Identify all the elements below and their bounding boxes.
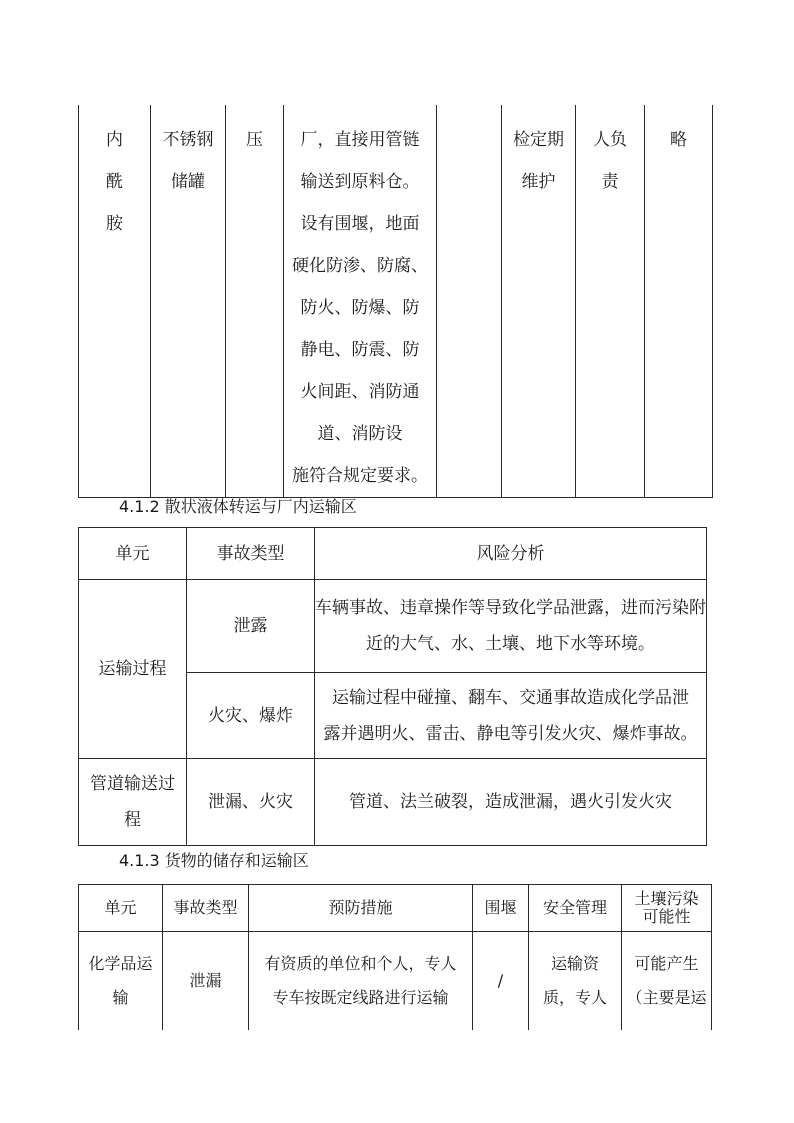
table-header-row — [79, 528, 707, 580]
risk-analysis-cell — [315, 759, 707, 846]
risk-analysis-text: 运输过程中碰撞、翻车、交通事故造成化学品泄 露并遇明火、雷击、静电等引发火灾、爆炸事故。 — [323, 687, 698, 744]
prevention-cell — [249, 932, 473, 1030]
storage-transport-table — [78, 884, 712, 1030]
table-row — [79, 580, 707, 673]
risk-analysis-cell — [315, 673, 707, 759]
risk-analysis-text: 管道、法兰破裂，造成泄漏，遇火引发火灾 — [349, 792, 672, 812]
accident-type-text: 泄露 — [233, 616, 268, 636]
header-cell: 安全管理 — [529, 885, 622, 932]
header-cell: 单元 — [79, 885, 163, 932]
section-heading: 4.1.3 货物的储存和运输区 — [119, 851, 309, 870]
accident-type-cell — [163, 932, 249, 1030]
table-cell — [576, 105, 645, 498]
risk-analysis-cell — [315, 580, 707, 673]
safety-text: 运输资 质，专人 — [542, 953, 607, 1007]
table-cell — [284, 105, 437, 498]
soil-cell — [622, 932, 712, 1030]
accident-type-text: 泄漏、火灾 — [208, 792, 293, 812]
responsibility-cell: 人负 责 — [593, 130, 627, 192]
unit-cell — [79, 932, 163, 1030]
accident-type-text: 泄漏 — [189, 970, 222, 990]
accident-type-cell — [187, 580, 315, 673]
safety-cell — [529, 932, 622, 1030]
table-row — [79, 105, 713, 498]
weir-cell — [473, 932, 529, 1030]
maintenance-cell: 检定期 维护 — [513, 130, 564, 192]
prevention-measures: 厂，直接用管链 输送到原料仓。 设有围堰，地面 硬化防渗、防腐、 防火、防爆、防 静电、防震、防 火间距、消防通 道、消防设 施符合规定要求。 — [292, 130, 428, 486]
unit-text: 管道输送过 程 — [90, 774, 175, 830]
table-cell — [79, 105, 151, 498]
risk-analysis-text: 车辆事故、违章操作等导致化学品泄露，进而污染附 近的大气、水、土壤、地下水等环境。 — [315, 598, 706, 654]
omitted-cell: 略 — [670, 130, 687, 150]
weir-text: / — [497, 970, 504, 990]
table-cell — [437, 105, 502, 498]
transport-risk-table — [78, 527, 707, 846]
header-text: 土壤污染 可能性 — [634, 889, 699, 926]
table-cell — [151, 105, 226, 498]
table-cell — [226, 105, 284, 498]
soil-text: 可能产生 （主要是运 — [626, 953, 707, 1007]
prevention-text: 有资质的单位和个人，专人 专车按既定线路进行运输 — [264, 953, 457, 1007]
header-cell — [622, 885, 712, 932]
header-cell: 围堰 — [473, 885, 529, 932]
unit-cell — [79, 759, 187, 846]
storage-vessel: 不锈钢 储罐 — [162, 130, 214, 192]
header-cell: 风险分析 — [315, 528, 707, 580]
header-cell: 单元 — [79, 528, 187, 580]
header-cell: 事故类型 — [163, 885, 249, 932]
unit-text: 化学品运 输 — [88, 953, 153, 1007]
pressure-cell: 压 — [246, 130, 263, 150]
material-name: 内 酰 胺 — [106, 130, 123, 234]
unit-cell — [79, 580, 187, 759]
storage-table-continued — [78, 105, 713, 498]
header-cell: 预防措施 — [249, 885, 473, 932]
section-heading: 4.1.2 散状液体转运与厂内运输区 — [119, 497, 357, 516]
header-cell: 事故类型 — [187, 528, 315, 580]
table-row — [79, 759, 707, 846]
empty-cell — [437, 105, 501, 119]
accident-type-cell — [187, 759, 315, 846]
unit-text: 运输过程 — [98, 659, 167, 679]
accident-type-cell — [187, 673, 315, 759]
accident-type-text: 火灾、爆炸 — [208, 705, 293, 726]
table-row — [79, 932, 712, 1030]
table-header-row — [79, 885, 712, 932]
table-cell — [645, 105, 713, 498]
table-cell — [502, 105, 576, 498]
